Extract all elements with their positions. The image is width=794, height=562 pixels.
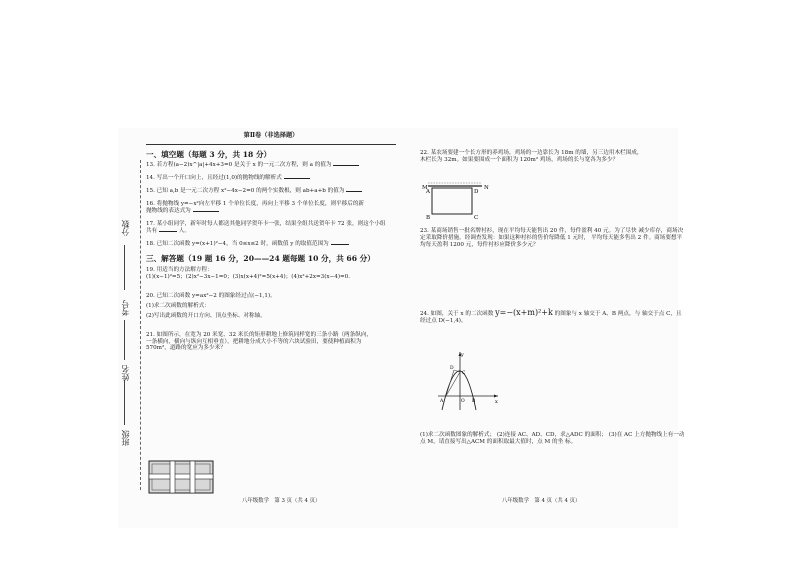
q16-line2: 抛物线的表达式为 [146,208,191,215]
divider [146,144,396,145]
name-line [124,380,125,425]
label-name: 姓名 [121,365,130,381]
part-title: 第Ⅱ卷（非选择题） [243,132,299,139]
q21-field-figure [148,460,214,494]
q24-graph-figure [436,350,502,412]
label-M: M [422,185,428,191]
q16-line1: 16. 将抛物线 y=−x²向左平移 1 个单位长度，再向上平移 3 个单位长度，则平移后的新 [146,201,365,208]
q23-line3: 平均每天能多售出 2 件。商场要想平均每天盈利 1200 元，每件衬衫应降价多少元？ [420,234,683,248]
q19-line1: 19. 用适当的方法解方程： [146,266,213,273]
right-footer: 八年级数学 第 4 页（共 4 页） [502,498,581,504]
question-17 [146,221,396,235]
q24-line2: 轴交于点 C，且经过点 D(−1,4)。 [420,311,682,324]
right-column [420,150,685,170]
point-D-label: D [450,366,454,371]
question-19 [146,267,396,281]
q24-line1b: 的图象与 x 轴交于 A、B 两点，与 [554,311,641,317]
axis-x-label: x [495,399,498,405]
point-C-label: C [462,371,466,376]
q21-line1: 21. 如图所示，在宽为 20 米宽、32 米长的矩形耕地上修筑同样宽的三条小路（两条纵向， [146,331,373,338]
q24-line1a: 24. 如图，关于 x 的二次函数 [420,311,494,317]
label-exam-number: 考号 [121,300,130,316]
question-13 [146,162,396,169]
q19-line2: (1)(x−1)²=5；(2)x²−3x−1=0；(3)x(x+4)²=5(x+4)；(4)x²+2x=3(x−4)=0. [146,273,351,280]
question-15 [146,188,396,195]
axis-y-label: y [461,352,464,358]
q15-text: 15. 已知 a,b 是一元二次方程 x²−4x−2=0 的两个实数根，则 ab+a+b 的值为 [146,188,345,195]
origin-label: O [461,399,465,404]
q24-part1: (1)求二次函数图象的解析式； [420,432,496,438]
q17-line2b: 人。 [178,228,190,235]
q17-line1: 17. 某小组同学，新年时每人都送其他同学贺年卡一张，结果全组共送贺年卡 72 张，则这个小组 [146,221,386,228]
q17-line2a: 共有 [146,228,158,235]
answer-blank [333,165,359,166]
q22-line2: 木栏长为 32m。如果要围成一个面积为 120m² 鸡场，鸡场的长与宽各为多少？ [420,156,619,163]
question-16 [146,201,396,215]
point-A-label: A [440,399,444,404]
q20-line3: (2)写出此函数的开口方向、顶点坐标、对称轴。 [146,312,266,319]
score-line [124,245,125,290]
question-24-parts [420,432,685,446]
question-24 [420,308,685,325]
point-B-label: B [472,399,476,404]
q24-function: y=−(x+m)²+k [495,308,553,317]
q21-line3: 570m²，道路的宽应为多少米？ [146,345,226,352]
answer-blank [159,231,177,232]
q23-line2: 减少库存，商场决定采取降价措施。经调查发现：如果这种衬衫的售价每降低 1 元时， [420,228,684,241]
left-footer: 八年级数学 第 3 页（共 4 页） [242,498,321,504]
q14-text: 14. 写出一个开口向上，且经过(1,0)的抛物线的解析式 [146,175,282,182]
left-column [146,132,396,358]
q24-part2: (2)连接 AC、AD、CD，求△ADC 的面积； [496,432,607,438]
section-fill-blank: 一、填空题（每题 3 分，共 18 分） [146,149,272,159]
question-22 [420,150,685,164]
q21-line2: 一条横向，横向与纵向互相垂直），把耕地分成大小不等的六块试验田，要使种植面积为 [146,338,362,345]
section-solve: 三、解答题（19 题 16 分，20——24 题每题 10 分，共 66 分） [146,254,375,264]
q18-text: 18. 已知二次函数 y=(x+1)²−4，当 0≤x≤2 时，函数值 y 的取值范围为 [146,241,329,248]
q24-part3a: (3)在 AC 上方抛物线上有一动点 M，请直接写出△ACM 的面积取最大值时，点 M 的坐 [420,432,685,445]
q13-text: 13. 若方程(a−2)x^|a|+4x+3=0 是关于 x 的一元二次方程，则 a 的值为 [146,162,332,169]
answer-blank [193,211,219,212]
q24-part3b: 标。 [564,438,577,445]
q23-line1: 23. 某商场销售一批名牌衬衫，现在平均每天能售出 20 件，每件盈利 40 元。为了尽快 [420,228,637,234]
answer-blank [331,244,349,245]
label-C: C [474,215,479,220]
q22-figure [420,178,490,220]
q20-line2: (1)求二次函数的解析式： [146,302,210,309]
label-B: B [426,215,431,220]
question-20 [146,293,396,320]
question-18 [146,241,396,248]
question-23 [420,228,685,249]
q20-line1: 20. 已知二次函数 y=ax²−2 的图象经过点(−1,1)。 [146,292,276,299]
q22-line1: 22. 某农场要建一个长方形的养鸡场，鸡场的一边靠长为 18m 的墙，另三边用木栏围成， [420,150,643,156]
label-A: A [426,189,430,195]
binding-margin [118,160,144,460]
exam-number-line [124,320,125,360]
question-21 [146,332,396,353]
label-N: N [484,185,489,191]
answer-blank [346,191,362,192]
label-score: 分数 [121,220,130,236]
label-D: D [474,189,479,195]
binding-dashed-line [140,160,141,490]
question-14 [146,175,396,182]
answer-blank [284,178,310,179]
label-class: 班级 [121,430,130,446]
